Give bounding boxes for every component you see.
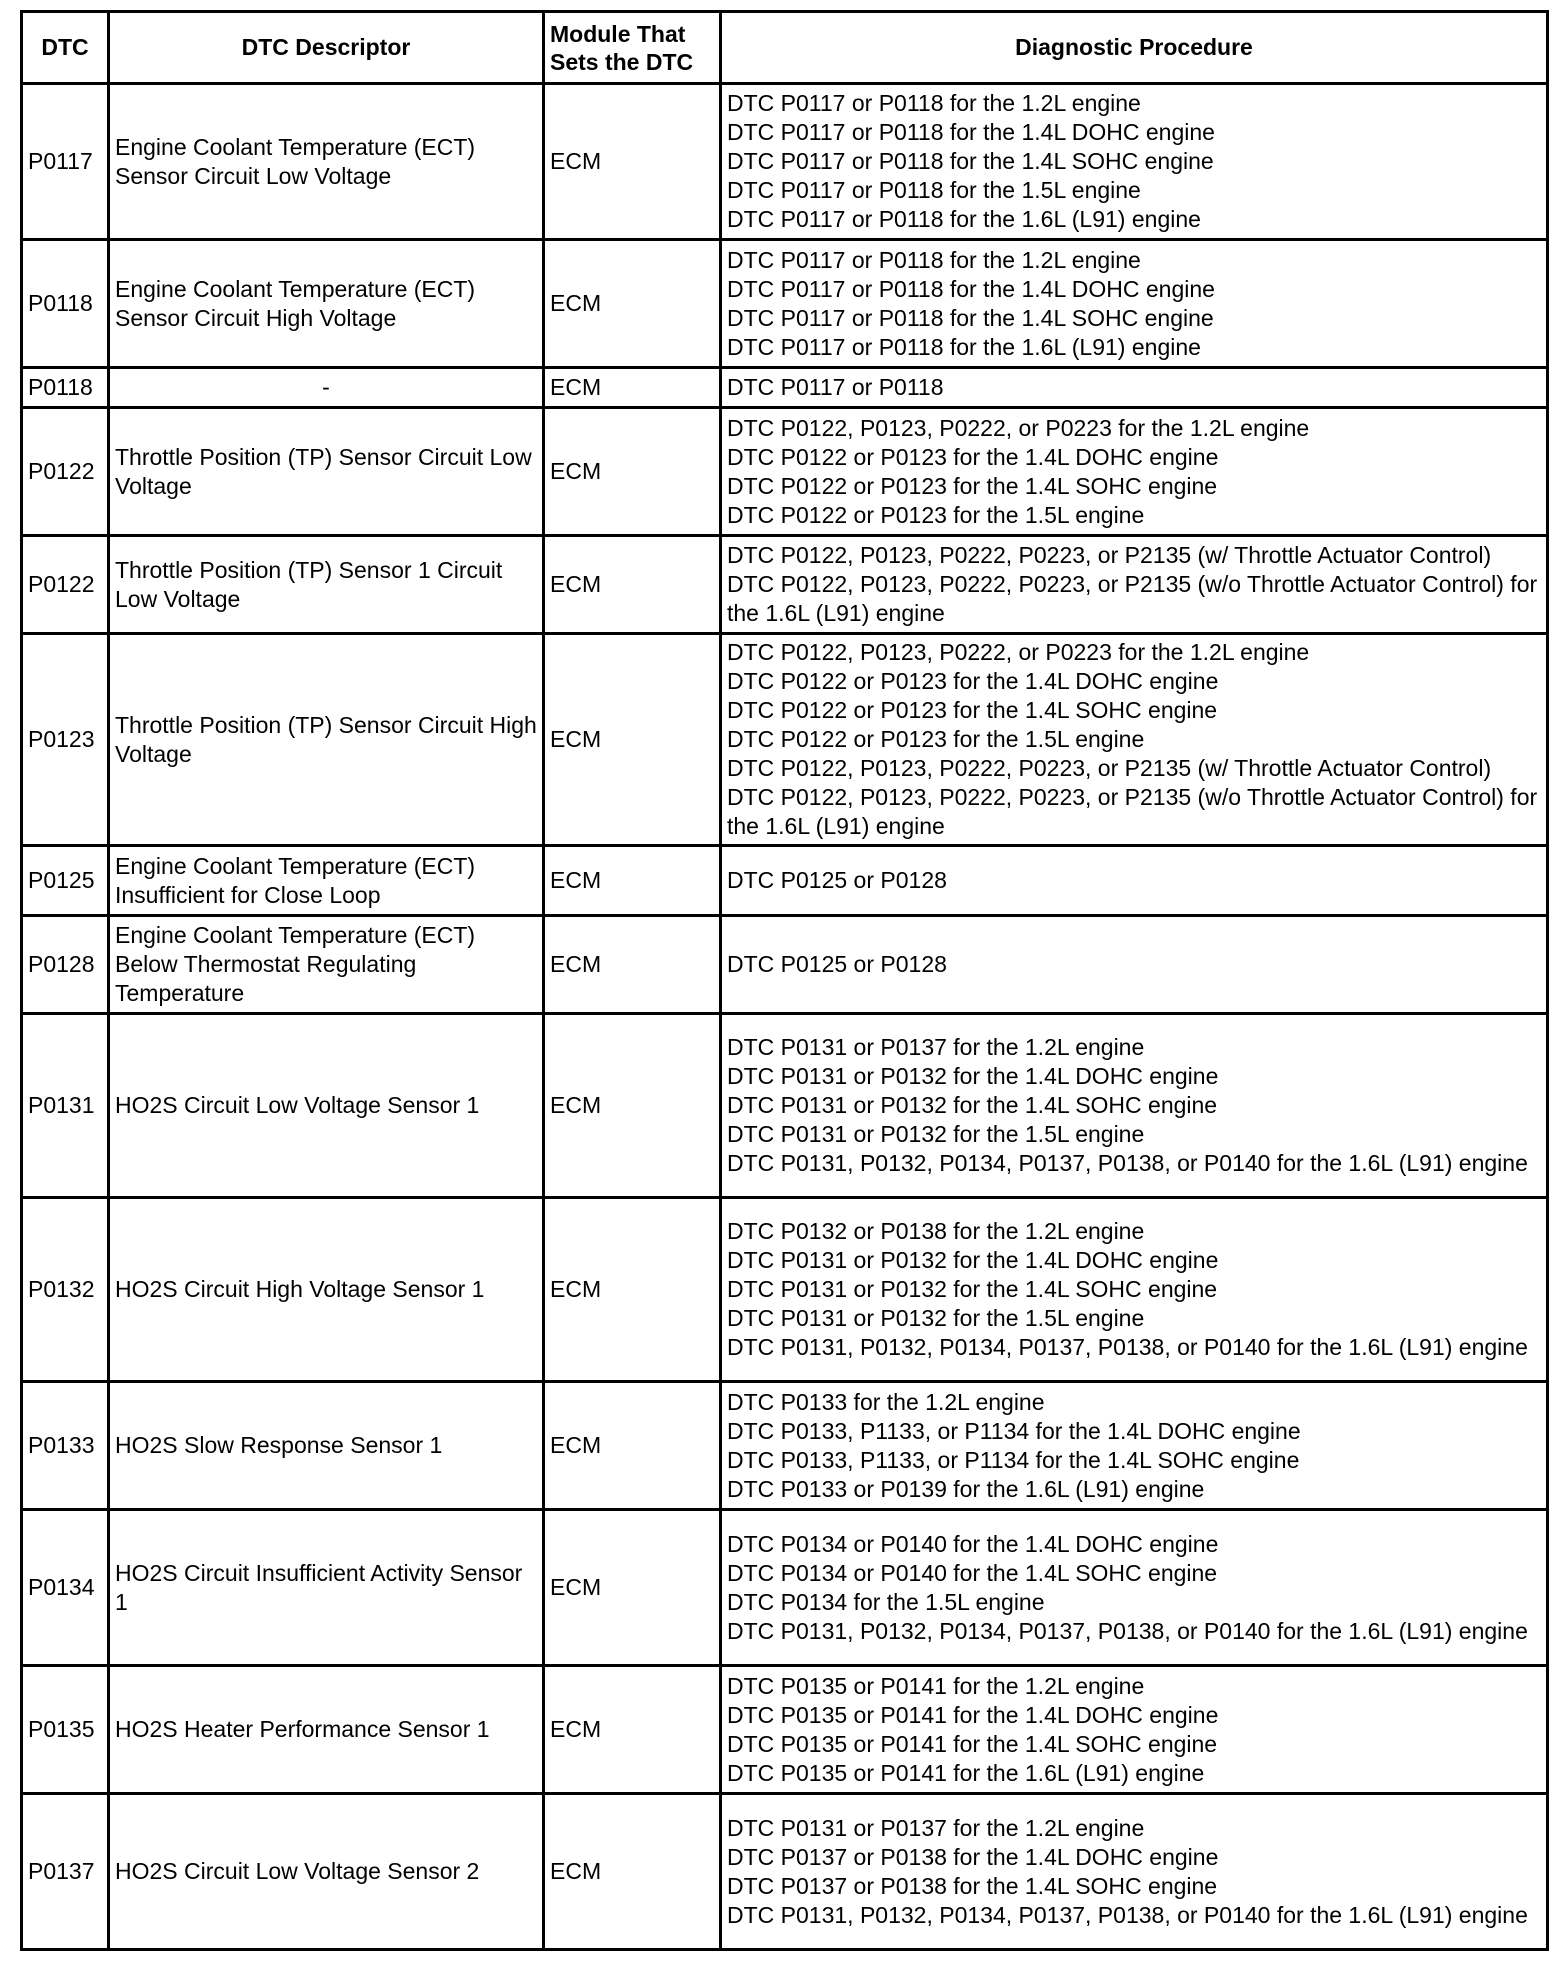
procedure-line: DTC P0122, P0123, P0222, or P0223 for the 1.2L engine [727, 414, 1310, 441]
procedure-line: DTC P0117 or P0118 [727, 374, 944, 400]
dtc-descriptor: - [109, 368, 544, 408]
procedure-line: DTC P0117 or P0118 for the 1.2L engine [727, 246, 1141, 273]
dtc-descriptor: Engine Coolant Temperature (ECT) Insufficient for Close Loop [109, 846, 544, 916]
procedure-line: DTC P0122, P0123, P0222, P0223, or P2135 (w/ Throttle Actuator Control) DTC P0122, P0123, P0222, P0223, or P2135 (w/o Throttle Actuator Control) for the 1.6L (L91) engine [727, 542, 1538, 626]
procedure-line: DTC P0117 or P0118 for the 1.6L (L91) engine [727, 206, 1201, 232]
dtc-descriptor: HO2S Heater Performance Sensor 1 [109, 1666, 544, 1794]
table-row [22, 368, 1548, 408]
procedure-line: DTC P0131 or P0132 for the 1.5L engine [727, 1121, 1145, 1147]
dtc-code: P0122 [22, 408, 109, 536]
procedure-line: DTC P0122 or P0123 for the 1.5L engine [727, 501, 1145, 528]
table-row [22, 1198, 1548, 1382]
table-row [22, 634, 1548, 846]
dtc-descriptor: Engine Coolant Temperature (ECT) Below Thermostat Regulating Temperature [109, 916, 544, 1014]
dtc-code: P0131 [22, 1014, 109, 1198]
module: ECM [544, 1014, 721, 1198]
module: ECM [544, 84, 721, 240]
module: ECM [544, 536, 721, 634]
procedure-line: DTC P0117 or P0118 for the 1.6L (L91) engine [727, 333, 1201, 360]
header-module [544, 12, 721, 84]
dtc-descriptor: Engine Coolant Temperature (ECT) Sensor Circuit Low Voltage [109, 84, 544, 240]
procedure-line: DTC P0133 for the 1.2L engine [727, 1388, 1045, 1415]
procedure-line: DTC P0131 or P0132 for the 1.4L DOHC engine [727, 1063, 1219, 1089]
diagnostic-procedure [721, 536, 1548, 634]
procedure-line: DTC P0122 or P0123 for the 1.4L DOHC engine [727, 443, 1219, 470]
procedure-line: DTC P0131 or P0137 for the 1.2L engine [727, 1814, 1145, 1841]
table-row [22, 916, 1548, 1014]
procedure-line: DTC P0135 or P0141 for the 1.2L engine [727, 1672, 1145, 1699]
diagnostic-procedure [721, 1198, 1548, 1382]
procedure-line: DTC P0125 or P0128 [727, 951, 947, 977]
dtc-descriptor: Engine Coolant Temperature (ECT) Sensor Circuit High Voltage [109, 240, 544, 368]
procedure-line: DTC P0125 or P0128 [727, 867, 947, 893]
table-row [22, 240, 1548, 368]
procedure-line: DTC P0122 or P0123 for the 1.4L SOHC engine [727, 472, 1218, 499]
dtc-descriptor: Throttle Position (TP) Sensor 1 Circuit Low Voltage [109, 536, 544, 634]
dtc-code: P0123 [22, 634, 109, 846]
dtc-descriptor: HO2S Circuit Low Voltage Sensor 1 [109, 1014, 544, 1198]
table-row [22, 1014, 1548, 1198]
diagnostic-procedure [721, 1510, 1548, 1666]
dtc-code: P0118 [22, 368, 109, 408]
dtc-descriptor: HO2S Circuit Insufficient Activity Sensor 1 [109, 1510, 544, 1666]
procedure-line: DTC P0117 or P0118 for the 1.4L SOHC engine [727, 148, 1214, 174]
diagnostic-procedure [721, 846, 1548, 916]
table-row [22, 408, 1548, 536]
dtc-code: P0122 [22, 536, 109, 634]
procedure-line: DTC P0133, P1133, or P1134 for the 1.4L SOHC engine [727, 1446, 1300, 1473]
module: ECM [544, 1382, 721, 1510]
procedure-line: DTC P0131, P0132, P0134, P0137, P0138, or P0140 for the 1.6L (L91) engine [727, 1901, 1528, 1928]
dtc-descriptor: HO2S Circuit Low Voltage Sensor 2 [109, 1794, 544, 1950]
dtc-descriptor: HO2S Circuit High Voltage Sensor 1 [109, 1198, 544, 1382]
table-row [22, 84, 1548, 240]
procedure-line: DTC P0131 or P0132 for the 1.4L SOHC engine [727, 1092, 1218, 1118]
procedure-line: DTC P0131 or P0132 for the 1.5L engine [727, 1305, 1145, 1331]
dtc-descriptor: Throttle Position (TP) Sensor Circuit High Voltage [109, 634, 544, 846]
diagnostic-procedure [721, 240, 1548, 368]
module: ECM [544, 846, 721, 916]
diagnostic-procedure [721, 1666, 1548, 1794]
procedure-line: DTC P0134 or P0140 for the 1.4L SOHC engine [727, 1559, 1218, 1586]
diagnostic-procedure [721, 634, 1548, 846]
diagnostic-procedure [721, 84, 1548, 240]
table-row [22, 1666, 1548, 1794]
procedure-line: DTC P0131, P0132, P0134, P0137, P0138, or P0140 for the 1.6L (L91) engine [727, 1150, 1528, 1176]
procedure-line: DTC P0135 or P0141 for the 1.6L (L91) engine [727, 1759, 1205, 1786]
procedure-line: DTC P0117 or P0118 for the 1.4L DOHC engine [727, 275, 1215, 302]
table-row [22, 846, 1548, 916]
table-row [22, 1794, 1548, 1950]
dtc-descriptor: HO2S Slow Response Sensor 1 [109, 1382, 544, 1510]
procedure-line: DTC P0122, P0123, P0222, P0223, or P2135 (w/ Throttle Actuator Control) DTC P0122, P0123, P0222, P0223, or P2135 (w/o Throttle Actuator Control) for the 1.6L (L91) engine [727, 755, 1538, 839]
header-module-line-1: Module That [550, 20, 686, 47]
procedure-line: DTC P0122 or P0123 for the 1.5L engine [727, 726, 1145, 752]
procedure-line: DTC P0134 or P0140 for the 1.4L DOHC engine [727, 1530, 1219, 1557]
module: ECM [544, 240, 721, 368]
procedure-line: DTC P0131 or P0132 for the 1.4L DOHC engine [727, 1247, 1219, 1273]
dtc-code: P0118 [22, 240, 109, 368]
procedure-line: DTC P0132 or P0138 for the 1.2L engine [727, 1218, 1145, 1244]
module: ECM [544, 1666, 721, 1794]
procedure-line: DTC P0137 or P0138 for the 1.4L DOHC engine [727, 1843, 1219, 1870]
module: ECM [544, 1198, 721, 1382]
module: ECM [544, 916, 721, 1014]
procedure-line: DTC P0135 or P0141 for the 1.4L SOHC engine [727, 1730, 1218, 1757]
procedure-line: DTC P0117 or P0118 for the 1.4L DOHC engine [727, 119, 1215, 145]
dtc-code: P0132 [22, 1198, 109, 1382]
procedure-line: DTC P0131, P0132, P0134, P0137, P0138, or P0140 for the 1.6L (L91) engine [727, 1334, 1528, 1360]
table-row [22, 1510, 1548, 1666]
dtc-code: P0134 [22, 1510, 109, 1666]
table-row [22, 1382, 1548, 1510]
procedure-line: DTC P0134 for the 1.5L engine [727, 1588, 1045, 1615]
procedure-line: DTC P0117 or P0118 for the 1.4L SOHC engine [727, 304, 1214, 331]
header-dtc: DTC [22, 12, 109, 84]
procedure-line: DTC P0131 or P0137 for the 1.2L engine [727, 1034, 1145, 1060]
diagnostic-procedure [721, 408, 1548, 536]
dtc-code: P0135 [22, 1666, 109, 1794]
procedure-line: DTC P0131, P0132, P0134, P0137, P0138, or P0140 for the 1.6L (L91) engine [727, 1617, 1528, 1644]
diagnostic-procedure [721, 1794, 1548, 1950]
dtc-code: P0137 [22, 1794, 109, 1950]
header-descriptor: DTC Descriptor [109, 12, 544, 84]
diagnostic-procedure [721, 916, 1548, 1014]
module: ECM [544, 1794, 721, 1950]
procedure-line: DTC P0117 or P0118 for the 1.5L engine [727, 177, 1141, 203]
procedure-line: DTC P0133, P1133, or P1134 for the 1.4L DOHC engine [727, 1417, 1301, 1444]
procedure-line: DTC P0122 or P0123 for the 1.4L SOHC engine [727, 697, 1218, 723]
module: ECM [544, 634, 721, 846]
header-procedure: Diagnostic Procedure [721, 12, 1548, 84]
procedure-line: DTC P0117 or P0118 for the 1.2L engine [727, 90, 1141, 116]
table-body [22, 84, 1548, 1950]
procedure-line: DTC P0137 or P0138 for the 1.4L SOHC engine [727, 1872, 1218, 1899]
procedure-line: DTC P0135 or P0141 for the 1.4L DOHC engine [727, 1701, 1219, 1728]
diagnostic-procedure [721, 1382, 1548, 1510]
module: ECM [544, 368, 721, 408]
dtc-code: P0133 [22, 1382, 109, 1510]
procedure-line: DTC P0131 or P0132 for the 1.4L SOHC engine [727, 1276, 1218, 1302]
procedure-line: DTC P0122 or P0123 for the 1.4L DOHC engine [727, 668, 1219, 694]
dtc-descriptor: Throttle Position (TP) Sensor Circuit Low Voltage [109, 408, 544, 536]
module: ECM [544, 1510, 721, 1666]
dtc-code: P0125 [22, 846, 109, 916]
dtc-code: P0128 [22, 916, 109, 1014]
procedure-line: DTC P0133 or P0139 for the 1.6L (L91) engine [727, 1475, 1205, 1502]
dtc-table [20, 10, 1549, 1951]
header-module-line-2: Sets the DTC [550, 48, 694, 75]
table-row [22, 536, 1548, 634]
procedure-line: DTC P0122, P0123, P0222, or P0223 for the 1.2L engine [727, 639, 1310, 665]
dtc-code: P0117 [22, 84, 109, 240]
diagnostic-procedure [721, 368, 1548, 408]
module: ECM [544, 408, 721, 536]
diagnostic-procedure [721, 1014, 1548, 1198]
header-row [22, 12, 1548, 84]
